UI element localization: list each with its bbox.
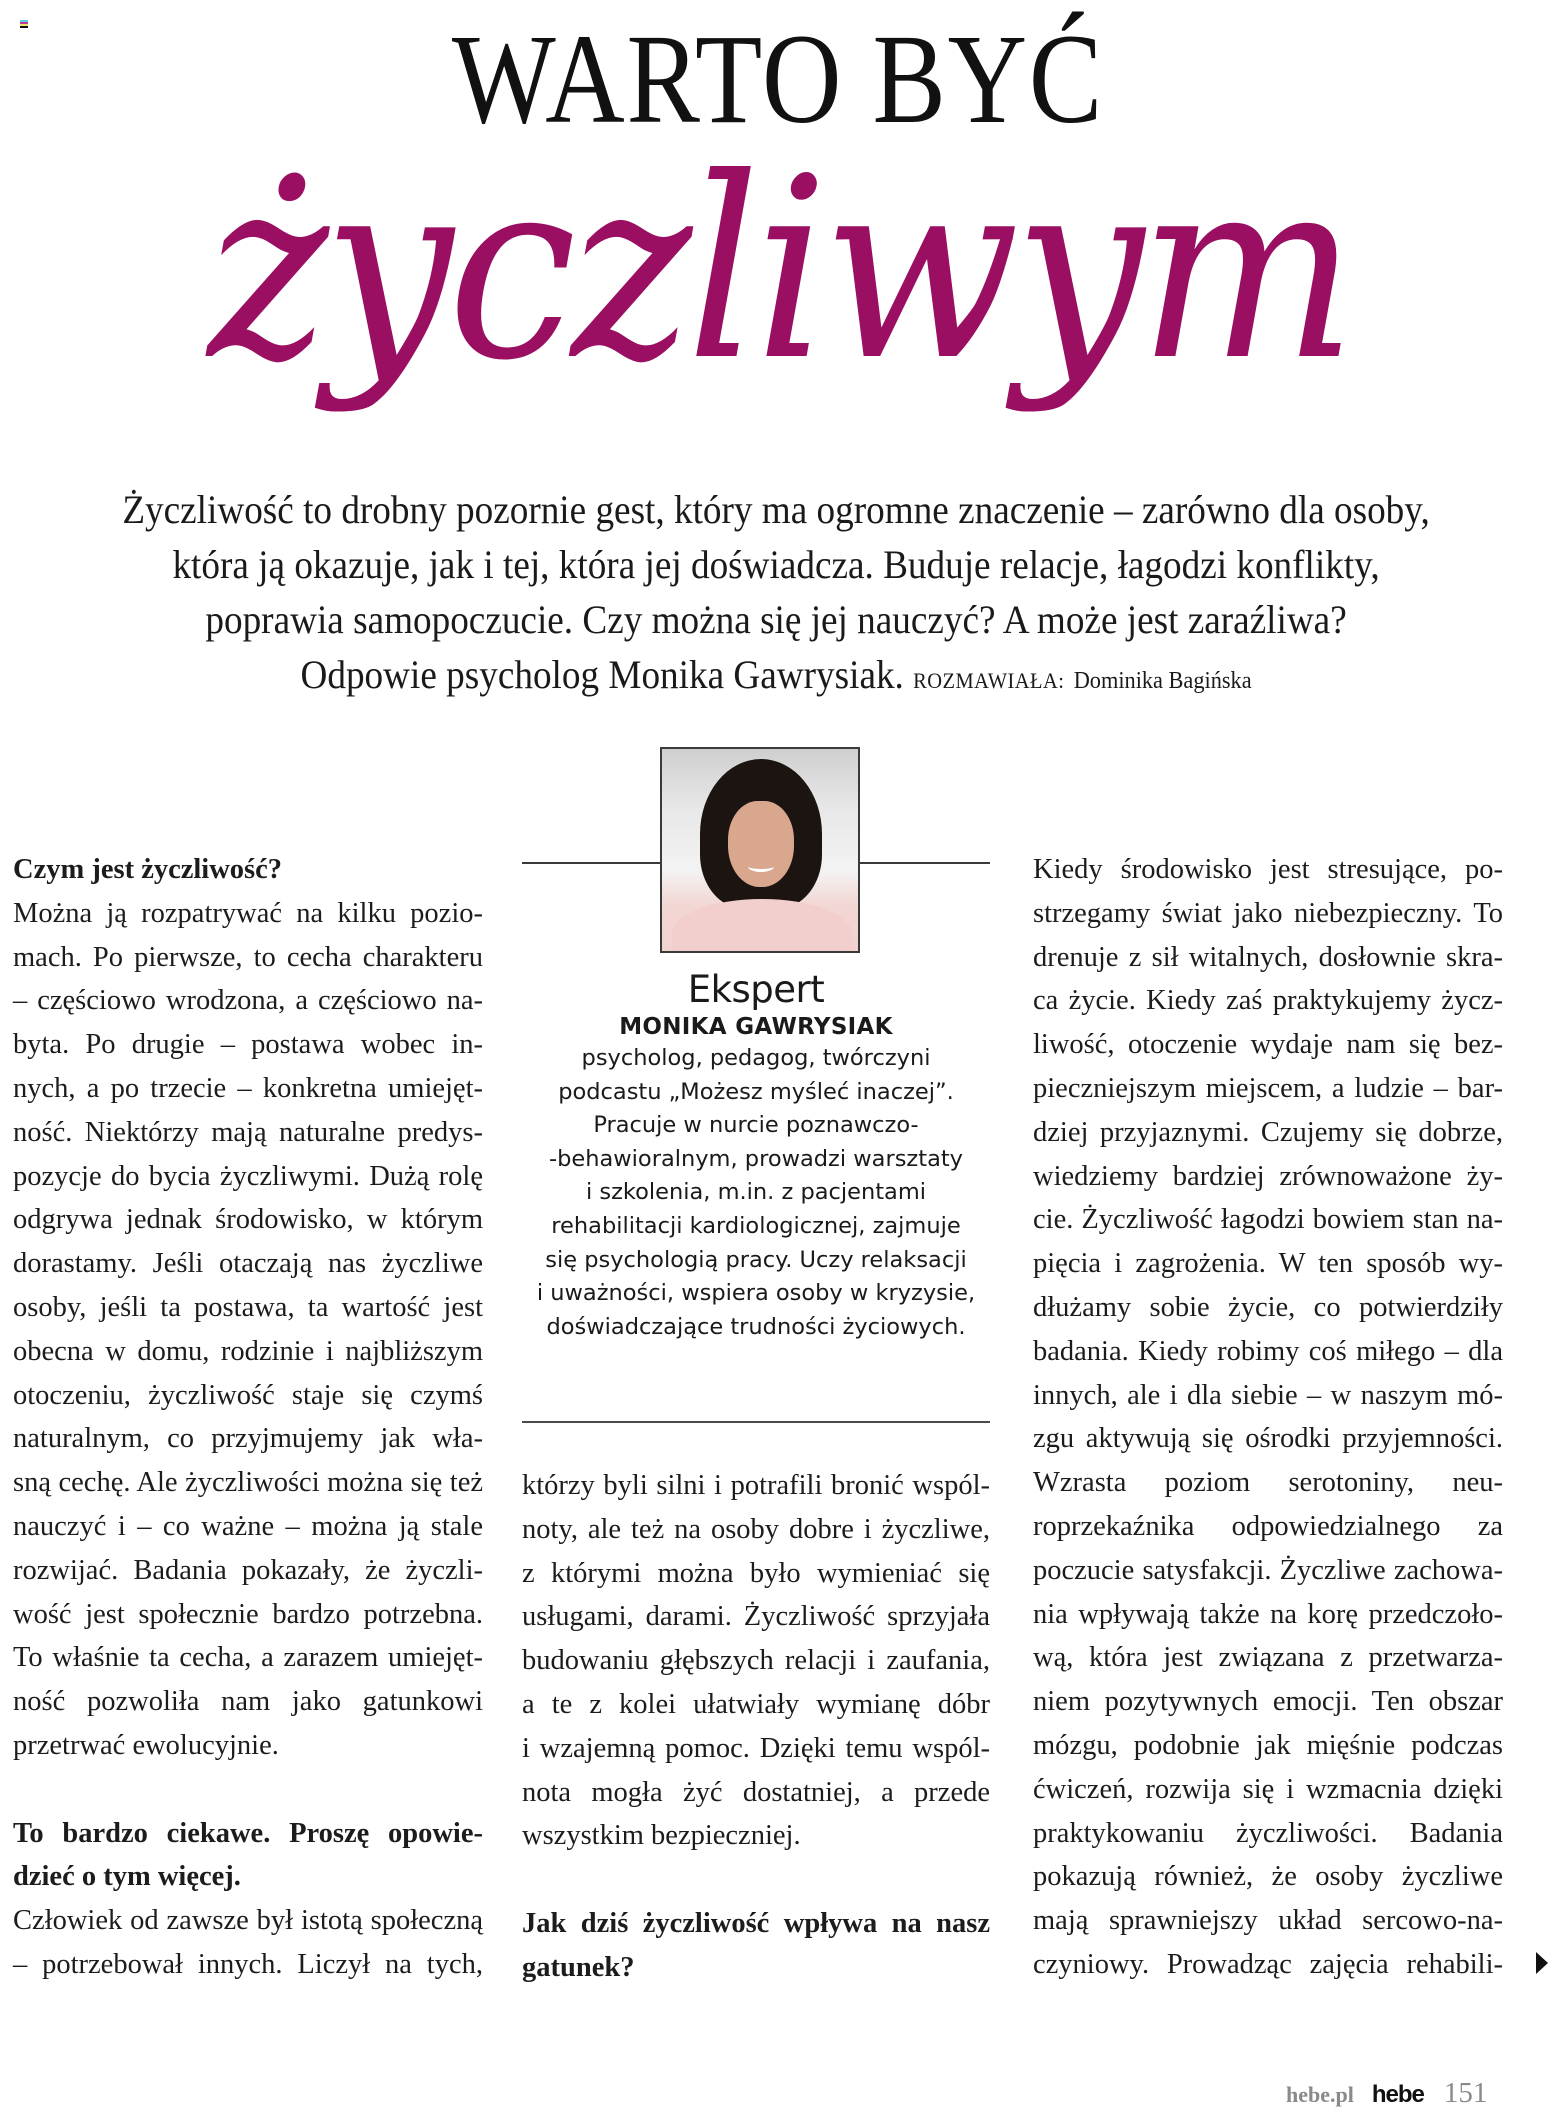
paragraph-gap — [522, 1858, 990, 1902]
body-line: mózgu, podobnie jak mięśnie podczas — [1033, 1729, 1503, 1761]
body-line: ność pozwoliła nam jako gatunkowi — [13, 1686, 483, 1718]
body-line: i wzajemną pomoc. Dzięki temu wspól- — [522, 1732, 990, 1764]
body-line: z którymi można było wymieniać się — [522, 1557, 990, 1589]
expert-desc-line: -behawioralnym, prowadzi warsztaty — [548, 1145, 963, 1172]
body-line: mają sprawniejszy układ sercowo-na- — [1033, 1905, 1503, 1937]
body-line: otoczeniu, życzliwość staje się czymś — [13, 1379, 483, 1411]
expert-name: MONIKA GAWRYSIAK — [619, 1014, 893, 1040]
body-line: ność. Niektórzy mają naturalne predys- — [13, 1116, 483, 1148]
print-color-mark-icon — [20, 20, 28, 28]
lead-line: Życzliwość to drobny pozornie gest, który ma ogromne znaczenie – zarówno dla osoby, — [122, 487, 1430, 532]
expert-desc-line: i uważności, wspiera osoby w kryzysie, — [536, 1280, 976, 1307]
body-line: Kiedy środowisko jest stresujące, po- — [1033, 854, 1503, 885]
interview-question: gatunek? — [522, 1951, 635, 1983]
body-line: naturalnym, co przyjmujemy jak wła- — [13, 1423, 483, 1455]
expert-desc-line: doświadczające trudności życiowych. — [546, 1313, 966, 1340]
body-line: zgu aktywują się ośrodki przyjemności. — [1033, 1423, 1503, 1455]
body-line: odgrywa jednak środowisko, w którym — [13, 1204, 483, 1236]
footer-brand-logo: hebe — [1371, 2081, 1424, 2108]
body-line: nota mogła żyć dostatniej, a przede — [522, 1776, 990, 1808]
body-line: strzegamy świat jako niebezpieczny. To — [1033, 897, 1503, 929]
body-line: ca życie. Kiedy zaś praktykujemy życz- — [1033, 985, 1503, 1017]
body-line: wszystkim bezpieczniej. — [522, 1820, 801, 1852]
body-line: liwość, otoczenie wydaje nam się bez- — [1033, 1029, 1503, 1061]
body-line: obecna w domu, rodzinie i najbliższym — [13, 1335, 483, 1367]
body-line: roprzekaźnika odpowiedzialnego za — [1033, 1510, 1503, 1542]
expert-portrait-photo — [660, 747, 860, 953]
body-line: – potrzebował innych. Liczył na tych, — [13, 1948, 483, 1980]
article-column-right — [1033, 848, 1503, 1987]
expert-desc-line: podcastu „Możesz myśleć inaczej”. — [558, 1078, 954, 1105]
interview-question: To bardzo ciekawe. Proszę opowie- — [13, 1817, 483, 1849]
body-line: dorastamy. Jeśli otaczają nas życzliwe — [13, 1248, 483, 1280]
body-line: a te z kolei ułatwiały wymianę dóbr — [522, 1688, 990, 1720]
body-line: przetrwać ewolucyjnie. — [13, 1729, 279, 1761]
expert-label: Ekspert — [687, 968, 825, 1011]
expert-box — [522, 968, 990, 1344]
page-number: 151 — [1443, 2077, 1488, 2109]
interview-question: Czym jest życzliwość? — [13, 854, 283, 885]
body-line: byta. Po drugie – postawa wobec in- — [13, 1029, 483, 1061]
body-line: pozycje do bycia życzliwymi. Dużą rolę — [13, 1160, 483, 1192]
article-column-left — [13, 848, 483, 1987]
footer-site: hebe.pl — [1286, 2082, 1354, 2107]
body-line: czyniowy. Prowadząc zajęcia rehabili- — [1033, 1948, 1503, 1980]
body-line: praktykowaniu życzliwości. Badania — [1033, 1817, 1503, 1849]
body-line: osoby, jeśli ta postawa, ta wartość jest — [13, 1291, 483, 1323]
body-line: rozwijać. Badania pokazały, że życzli- — [13, 1554, 483, 1586]
paragraph-gap — [13, 1768, 483, 1812]
page-footer — [1286, 2078, 1487, 2110]
body-line: Wzrasta poziom serotoniny, neu- — [1033, 1467, 1503, 1499]
body-line: nych, a po trzecie – konkretna umiejęt- — [13, 1072, 483, 1104]
lead-line-with-byline — [74, 647, 1478, 709]
body-line: niem pozytywnych emocji. Ten obszar — [1033, 1686, 1503, 1718]
body-line: nauczyć i – co ważne – można ją stale — [13, 1510, 483, 1542]
expert-desc-line: i szkolenia, m.in. z pacjentami — [585, 1179, 927, 1206]
body-line: wą, która jest związana z przetwarza- — [1033, 1642, 1503, 1674]
body-line: poczucie satysfakcji. Życzliwe zachowa- — [1033, 1554, 1503, 1586]
body-line: badania. Kiedy robimy coś miłego – dla — [1033, 1335, 1503, 1367]
body-line: Można ją rozpatrywać na kilku pozio- — [13, 897, 483, 929]
headline-script-word: życzliwym — [207, 124, 1352, 415]
lead-line: Odpowie psycholog Monika Gawrysiak. — [300, 652, 904, 697]
headline-line1: WARTO BYĆ — [451, 8, 1104, 150]
body-line: pokazują również, że osoby życzliwe — [1033, 1861, 1503, 1893]
byline-author: Dominika Bagińska — [1073, 668, 1252, 694]
expert-desc-line: psycholog, pedagog, twórczyni — [581, 1045, 931, 1071]
lead-paragraph — [74, 482, 1478, 709]
article-column-middle — [522, 1464, 990, 1990]
body-line: sną cechę. Ale życzliwości można się też — [13, 1467, 483, 1499]
body-line: pięcia i zagrożenia. W ten sposób wy- — [1033, 1248, 1503, 1280]
body-line: pieczniejszym miejscem, a ludzie – bar- — [1033, 1072, 1503, 1104]
expert-desc-line: się psychologią pracy. Uczy relaksacji — [545, 1246, 967, 1273]
body-line: drenuje z sił witalnych, dosłownie skra- — [1033, 941, 1503, 973]
lead-line: która ją okazuje, jak i tej, która jej doświadcza. Buduje relacje, łagodzi konflikty, — [172, 542, 1380, 587]
body-line: dziej przyjaznymi. Czujemy się dobrze, — [1033, 1116, 1503, 1148]
continue-arrow-icon — [1536, 1952, 1548, 1974]
expert-rule-bottom — [522, 1421, 990, 1423]
body-line: wość jest społecznie bardzo potrzebna. — [13, 1598, 483, 1630]
body-line: usługami, darami. Życzliwość sprzyjała — [522, 1601, 990, 1633]
expert-desc-line: Pracuje w nurcie poznawczo- — [593, 1112, 919, 1139]
body-line: nia wpływają także na korę przedczoło- — [1033, 1598, 1503, 1630]
interview-question: dzieć o tym więcej. — [13, 1861, 241, 1893]
body-line: mach. Po pierwsze, to cecha charakteru — [13, 941, 483, 973]
body-line: innych, ale i dla siebie – w naszym mó- — [1033, 1379, 1503, 1411]
lead-line: poprawia samopoczucie. Czy można się jej nauczyć? A może jest zaraźliwa? — [205, 597, 1347, 642]
body-line: – częściowo wrodzona, a częściowo na- — [13, 985, 483, 1017]
body-line: dłużamy sobie życie, co potwierdziły — [1033, 1291, 1503, 1323]
expert-desc-line: rehabilitacji kardiologicznej, zajmuje — [551, 1212, 961, 1239]
byline-label: ROZMAWIAŁA: — [913, 668, 1065, 693]
expert-description — [522, 1042, 990, 1344]
body-line: To właśnie ta cecha, a zarazem umiejęt- — [13, 1642, 483, 1674]
body-line: cie. Życzliwość łagodzi bowiem stan na- — [1033, 1204, 1503, 1236]
body-line: Człowiek od zawsze był istotą społeczną — [13, 1905, 483, 1937]
body-line: budowaniu głębszych relacji i zaufania, — [522, 1645, 990, 1677]
body-line: ćwiczeń, rozwija się i wzmacnia dzięki — [1033, 1773, 1503, 1805]
body-line: wiedziemy bardziej zrównoważone ży- — [1033, 1160, 1503, 1192]
expert-rule-left — [522, 862, 660, 864]
body-line: noty, ale też na osoby dobre i życzliwe, — [522, 1513, 990, 1545]
expert-rule-right — [858, 862, 990, 864]
interview-question: Jak dziś życzliwość wpływa na nasz — [522, 1907, 990, 1939]
body-line: którzy byli silni i potrafili bronić wspól- — [522, 1470, 990, 1501]
